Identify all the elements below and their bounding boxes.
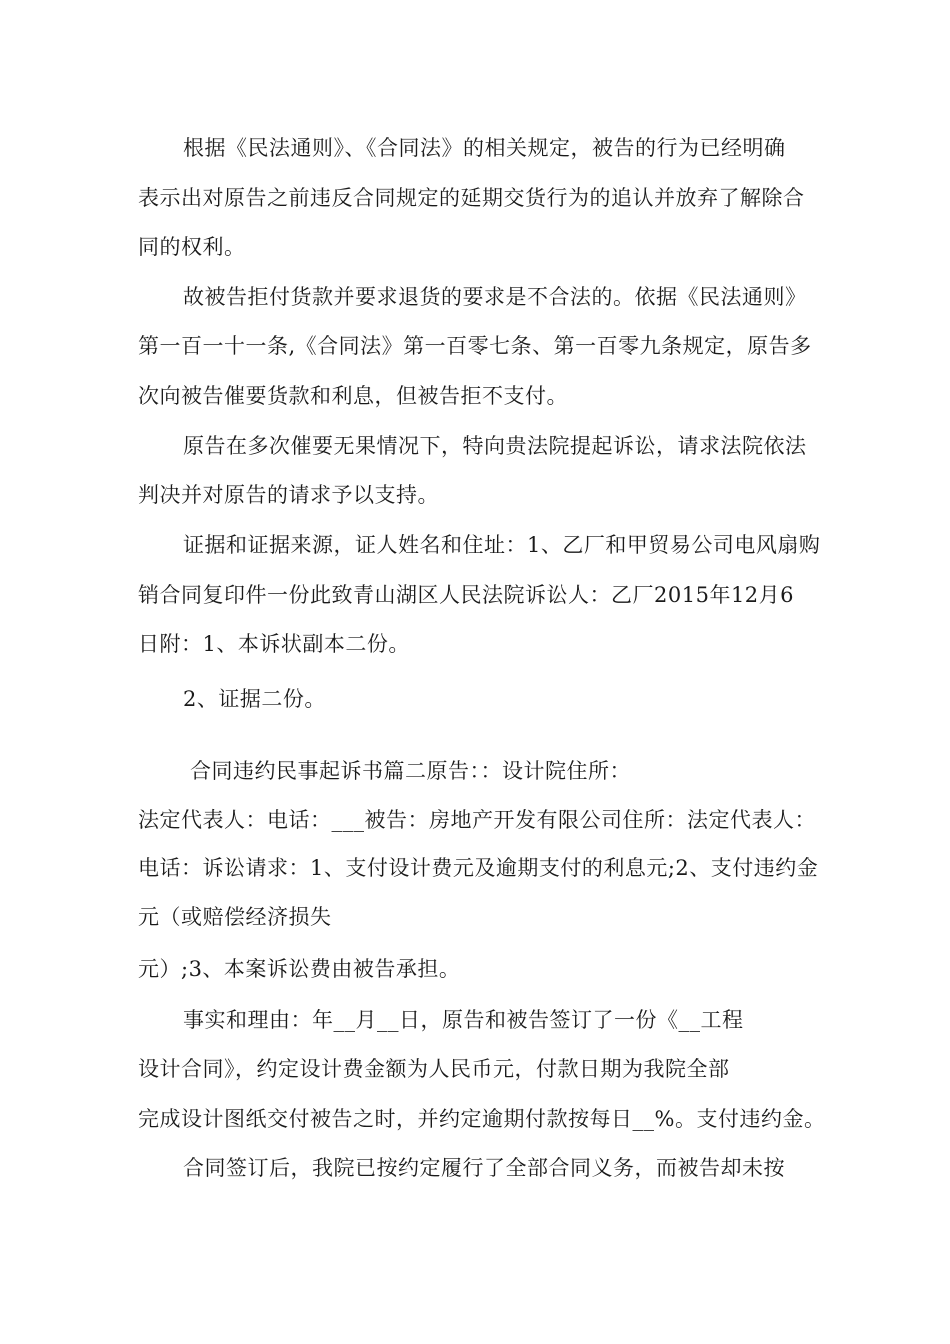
text-line: 第一百一十一条,《合同法》第一百零七条、第一百零九条规定，原告多: [138, 334, 812, 358]
text-line: 元（或赔偿经济损失: [138, 905, 332, 929]
text-line: 设计合同》，约定设计费金额为人民币元，付款日期为我院全部: [138, 1057, 730, 1081]
text-line: 合同签订后，我院已按约定履行了全部合同义务，而被告却未按: [183, 1156, 785, 1180]
section-heading: 合同违约民事起诉书篇二原告：：设计院住所：: [190, 759, 631, 783]
text-line: 元）;3、本案诉讼费由被告承担。: [138, 957, 461, 981]
text-line: 判决并对原告的请求予以支持。: [138, 483, 439, 507]
text-line: 同的权利。: [138, 235, 246, 259]
text-line: 电话：诉讼请求：1、支付设计费元及逾期支付的利息元;2、支付违约金: [138, 856, 819, 880]
text-line: 原告在多次催要无果情况下，特向贵法院提起诉讼，请求法院依法: [183, 434, 807, 458]
text-line: 事实和理由：年__月__日，原告和被告签订了一份《__工程: [183, 1008, 744, 1032]
text-line: 故被告拒付货款并要求退货的要求是不合法的。依据《民法通则》: [183, 285, 807, 309]
text-line: 日附：1、本诉状副本二份。: [138, 632, 410, 656]
text-line: 完成设计图纸交付被告之时，并约定逾期付款按每日__%。支付违约金。: [138, 1107, 826, 1131]
text-line: 根据《民法通则》、《合同法》的相关规定，被告的行为已经明确: [183, 136, 786, 160]
text-line: 表示出对原告之前违反合同规定的延期交货行为的追认并放弃了解除合: [138, 186, 805, 210]
text-line: 2、证据二份。: [183, 687, 326, 711]
text-line: 次向被告催要货款和利息，但被告拒不支付。: [138, 384, 568, 408]
text-line: 法定代表人：电话：___被告：房地产开发有限公司住所：法定代表人：: [138, 808, 816, 832]
text-line: 销合同复印件一份此致青山湖区人民法院诉讼人：乙厂2015年12月6: [138, 583, 795, 607]
text-line: 证据和证据来源，证人姓名和住址：1、乙厂和甲贸易公司电风扇购: [183, 533, 821, 557]
